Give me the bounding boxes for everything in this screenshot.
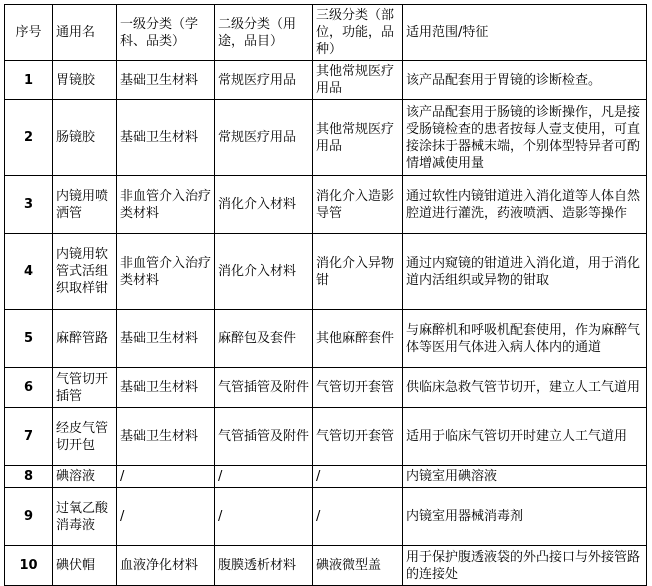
row-level3: / xyxy=(313,466,403,488)
table-row xyxy=(5,488,647,546)
row-name: 碘溶液 xyxy=(53,466,117,488)
header-row xyxy=(5,5,647,61)
row-level3: 气管切开套管 xyxy=(313,368,403,408)
row-name: 碘伏帽 xyxy=(53,546,117,586)
header-level3: 三级分类（部位，功能，品种） xyxy=(313,5,403,61)
row-scope: 内镜室用器械消毒剂 xyxy=(403,488,647,546)
row-no: 10 xyxy=(5,546,53,586)
row-level2: 消化介入材料 xyxy=(215,234,313,310)
table-row xyxy=(5,368,647,408)
row-scope: 用于保护腹透液袋的外凸接口与外接管路的连接处 xyxy=(403,546,647,586)
header-level1: 一级分类（学科、品类） xyxy=(117,5,215,61)
row-name: 气管切开插管 xyxy=(53,368,117,408)
row-scope: 内镜室用碘溶液 xyxy=(403,466,647,488)
row-level1: 非血管介入治疗类材料 xyxy=(117,176,215,234)
row-level3: 其他常规医疗用品 xyxy=(313,61,403,100)
row-name: 过氧乙酸消毒液 xyxy=(53,488,117,546)
row-scope: 该产品配套用于胃镜的诊断检查。 xyxy=(403,61,647,100)
row-no: 5 xyxy=(5,310,53,368)
row-no: 9 xyxy=(5,488,53,546)
row-level1: 非血管介入治疗类材料 xyxy=(117,234,215,310)
row-level2: 气管插管及附件 xyxy=(215,408,313,466)
row-level1: 基础卫生材料 xyxy=(117,100,215,176)
row-level1: 血液净化材料 xyxy=(117,546,215,586)
table-row xyxy=(5,61,647,100)
row-no: 2 xyxy=(5,100,53,176)
header-scope: 适用范围/特征 xyxy=(403,5,647,61)
row-level2: 常规医疗用品 xyxy=(215,100,313,176)
row-scope: 通过软性内镜钳道进入消化道等人体自然腔道进行灌洗，药液喷洒、造影等操作 xyxy=(403,176,647,234)
row-name: 经皮气管切开包 xyxy=(53,408,117,466)
header-level2: 二级分类（用途，品目） xyxy=(215,5,313,61)
row-name: 麻醉管路 xyxy=(53,310,117,368)
row-level3: 碘液微型盖 xyxy=(313,546,403,586)
row-no: 1 xyxy=(5,61,53,100)
row-scope: 与麻醉机和呼吸机配套使用，作为麻醉气体等医用气体进入病人体内的通道 xyxy=(403,310,647,368)
row-level2: 消化介入材料 xyxy=(215,176,313,234)
row-name: 肠镜胶 xyxy=(53,100,117,176)
row-level2: 麻醉包及套件 xyxy=(215,310,313,368)
row-level2: 常规医疗用品 xyxy=(215,61,313,100)
row-name: 胃镜胶 xyxy=(53,61,117,100)
table-row xyxy=(5,176,647,234)
row-level1: 基础卫生材料 xyxy=(117,368,215,408)
row-no: 7 xyxy=(5,408,53,466)
catalog-table xyxy=(4,4,647,586)
row-name: 内镜用软管式活组织取样钳 xyxy=(53,234,117,310)
row-level3: 其他常规医疗用品 xyxy=(313,100,403,176)
row-level3: 消化介入异物钳 xyxy=(313,234,403,310)
row-level2: 气管插管及附件 xyxy=(215,368,313,408)
row-level3: / xyxy=(313,488,403,546)
row-level2: 腹膜透析材料 xyxy=(215,546,313,586)
header-no: 序号 xyxy=(5,5,53,61)
table-row xyxy=(5,234,647,310)
row-name: 内镜用喷洒管 xyxy=(53,176,117,234)
row-level1: 基础卫生材料 xyxy=(117,310,215,368)
row-scope: 供临床急救气管节切开，建立人工气道用 xyxy=(403,368,647,408)
row-level3: 其他麻醉套件 xyxy=(313,310,403,368)
row-no: 8 xyxy=(5,466,53,488)
row-no: 6 xyxy=(5,368,53,408)
table-row xyxy=(5,310,647,368)
row-scope: 该产品配套用于肠镜的诊断操作，凡是接受肠镜检查的患者按每人壹支使用，可直接涂抹于器械末端，个别体型特异者可酌情增减使用量 xyxy=(403,100,647,176)
row-level1: 基础卫生材料 xyxy=(117,408,215,466)
row-no: 3 xyxy=(5,176,53,234)
row-level2: / xyxy=(215,466,313,488)
header-name: 通用名 xyxy=(53,5,117,61)
row-level3: 消化介入造影导管 xyxy=(313,176,403,234)
table-row xyxy=(5,466,647,488)
row-level2: / xyxy=(215,488,313,546)
table-row xyxy=(5,408,647,466)
row-scope: 通过内窥镜的钳道进入消化道，用于消化道内活组织或异物的钳取 xyxy=(403,234,647,310)
row-no: 4 xyxy=(5,234,53,310)
table-row xyxy=(5,546,647,586)
row-level1: 基础卫生材料 xyxy=(117,61,215,100)
row-level1: / xyxy=(117,488,215,546)
table-row xyxy=(5,100,647,176)
row-level3: 气管切开套管 xyxy=(313,408,403,466)
row-scope: 适用于临床气管切开时建立人工气道用 xyxy=(403,408,647,466)
row-level1: / xyxy=(117,466,215,488)
